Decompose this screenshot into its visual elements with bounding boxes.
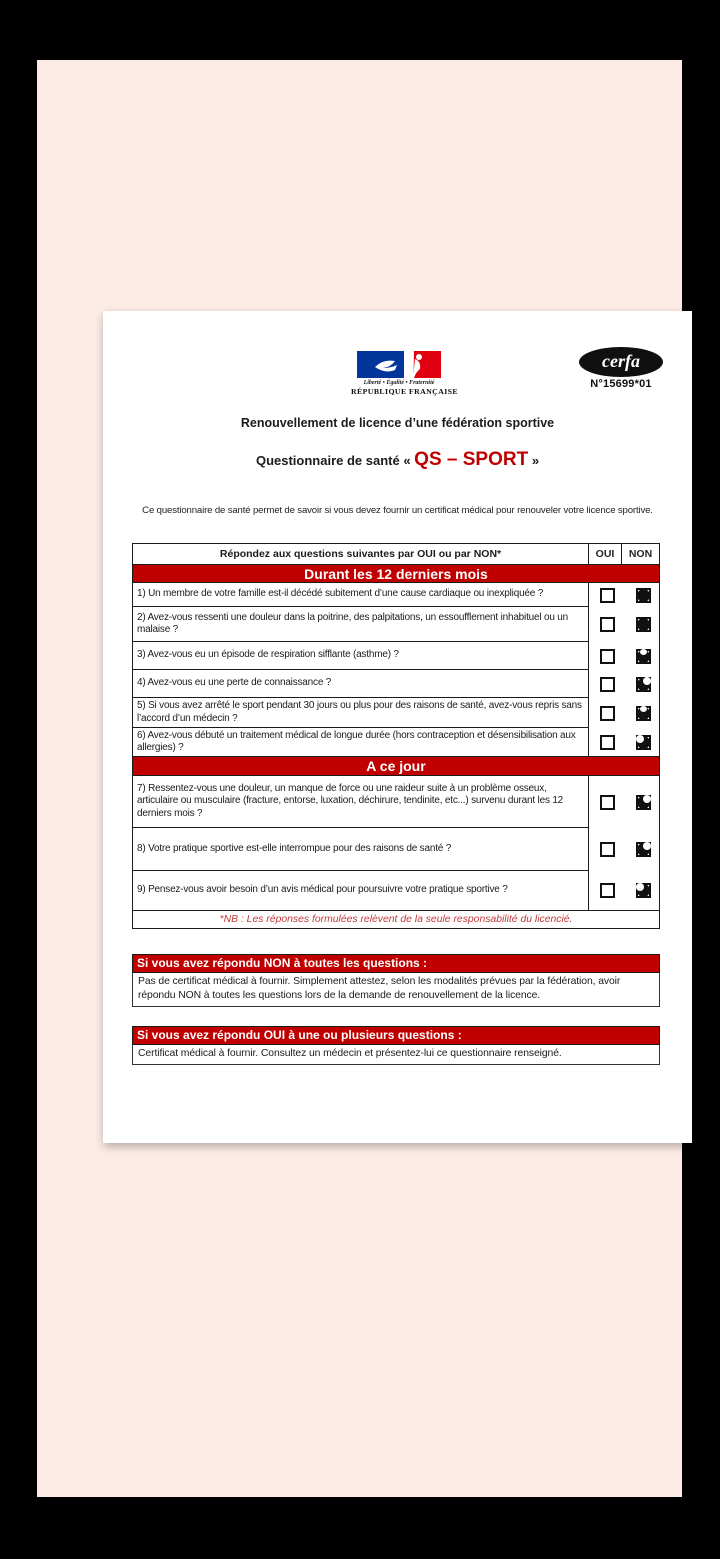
question-2-text: 2) Avez-vous ressenti une douleur dans la poitrine, des palpitations, un essoufflement inhabituel ou un malaise ? — [133, 607, 588, 642]
q8-oui-checkbox[interactable] — [600, 842, 615, 857]
question-4-answers — [588, 670, 659, 698]
result-box-non — [132, 954, 660, 1007]
republique-francaise-logo — [351, 351, 458, 396]
q6-non-checkbox[interactable] — [636, 735, 651, 750]
question-row-9 — [133, 871, 659, 910]
q4-oui-checkbox[interactable] — [600, 677, 615, 692]
app-background — [37, 60, 682, 1497]
question-row-8 — [133, 828, 659, 871]
q6-oui-checkbox[interactable] — [600, 735, 615, 750]
q2-non-checkbox[interactable] — [636, 617, 651, 632]
form-main-title: Renouvellement de licence d’une fédération sportive — [240, 416, 555, 430]
q7-oui-checkbox[interactable] — [600, 795, 615, 810]
section-header-a-ce-jour: A ce jour — [133, 756, 659, 776]
question-9-text: 9) Pensez-vous avoir besoin d’un avis médical pour poursuivre votre pratique sportive ? — [137, 884, 508, 896]
question-3-answers — [588, 642, 659, 670]
marianne-motto: Liberté • Égalité • Fraternité — [363, 380, 435, 386]
q5-oui-checkbox[interactable] — [600, 706, 615, 721]
question-row-1 — [133, 583, 659, 607]
cerfa-logo — [576, 347, 666, 390]
section-header-12-derniers-mois: Durant les 12 derniers mois — [133, 564, 659, 583]
question-9-answers — [588, 871, 659, 910]
cerfa-oval-icon: cerfa — [579, 347, 663, 377]
table-instruction: Répondez aux questions suivantes par OUI ou par NON* — [219, 547, 502, 560]
q9-oui-checkbox[interactable] — [600, 883, 615, 898]
q3-non-checkbox[interactable] — [636, 649, 651, 664]
question-row-5 — [133, 698, 659, 728]
q4-non-checkbox[interactable] — [636, 677, 651, 692]
subtitle-prefix: Questionnaire de santé « — [255, 453, 415, 468]
question-7-text: 7) Ressentez-vous une douleur, un manque de force ou une raideur suite à un problème osseux, articulaire ou musculaire (fracture, entorse, luxation, déchirure, tendinite, etc...) survenu durant les 12 derniers mois ? — [133, 776, 588, 828]
q1-non-checkbox[interactable] — [636, 588, 651, 603]
q8-non-checkbox[interactable] — [636, 842, 651, 857]
form-intro-text: Ce questionnaire de santé permet de savoir si vous devez fournir un certificat médical pour renouveler votre licence sportive. — [142, 505, 653, 516]
cerfa-form-number: N°15699*01 — [590, 378, 652, 390]
question-6-text: 6) Avez-vous débuté un traitement médical de longue durée (hors contraception et désensibilisation aux allergies) ? — [137, 729, 576, 753]
subtitle-qs-sport: QS – SPORT — [414, 449, 529, 470]
question-1-answers — [588, 583, 659, 607]
result-non-title: Si vous avez répondu NON à toutes les questions : — [132, 954, 660, 973]
form-subtitle — [103, 449, 692, 471]
column-header-non: NON — [621, 544, 659, 564]
column-header-oui: OUI — [588, 544, 621, 564]
subtitle-suffix: » — [528, 453, 540, 468]
question-row-4 — [133, 670, 659, 698]
result-oui-body: Certificat médical à fournir. Consultez un médecin et présentez-lui ce questionnaire renseigné. — [132, 1045, 660, 1065]
result-non-body: Pas de certificat médical à fournir. Simplement attestez, selon les modalités prévues par la fédération, avoir répondu NON à toutes les questions lors de la demande de renouvellement de la licence. — [132, 973, 660, 1007]
q1-oui-checkbox[interactable] — [600, 588, 615, 603]
questionnaire-table — [132, 543, 660, 929]
question-2-answers — [588, 607, 659, 642]
french-flag-marianne-icon — [357, 351, 441, 378]
question-5-answers — [588, 698, 659, 728]
question-8-answers — [588, 828, 659, 871]
question-3-text: 3) Avez-vous eu un épisode de respiration sifflante (asthme) ? — [133, 642, 588, 670]
question-row-3 — [133, 642, 659, 670]
question-row-2 — [133, 607, 659, 642]
question-8-text: 8) Votre pratique sportive est-elle interrompue pour des raisons de santé ? — [133, 828, 588, 871]
question-4-text: 4) Avez-vous eu une perte de connaissance ? — [133, 670, 588, 698]
q2-oui-checkbox[interactable] — [600, 617, 615, 632]
result-box-oui — [132, 1026, 660, 1065]
q5-non-checkbox[interactable] — [636, 706, 651, 721]
question-7-answers — [588, 776, 659, 828]
question-6-answers — [588, 728, 659, 756]
q7-non-checkbox[interactable] — [636, 795, 651, 810]
table-header-row — [133, 544, 659, 564]
question-row-7 — [133, 776, 659, 828]
question-5-text: 5) Si vous avez arrêté le sport pendant 30 jours ou plus pour des raisons de santé, avez-vous repris sans l’accord d’un médecin ? — [133, 698, 588, 728]
marianne-republic-label: RÉPUBLIQUE FRANÇAISE — [351, 387, 458, 396]
question-row-6 — [133, 728, 659, 756]
table-footnote: *NB : Les réponses formulées relèvent de la seule responsabilité du licencié. — [133, 910, 659, 928]
q3-oui-checkbox[interactable] — [600, 649, 615, 664]
question-1-text: 1) Un membre de votre famille est-il décédé subitement d’une cause cardiaque ou inexpliquée ? — [133, 583, 588, 607]
result-oui-title: Si vous avez répondu OUI à une ou plusieurs questions : — [132, 1026, 660, 1045]
qs-sport-form-page — [103, 311, 692, 1143]
q9-non-checkbox[interactable] — [636, 883, 651, 898]
